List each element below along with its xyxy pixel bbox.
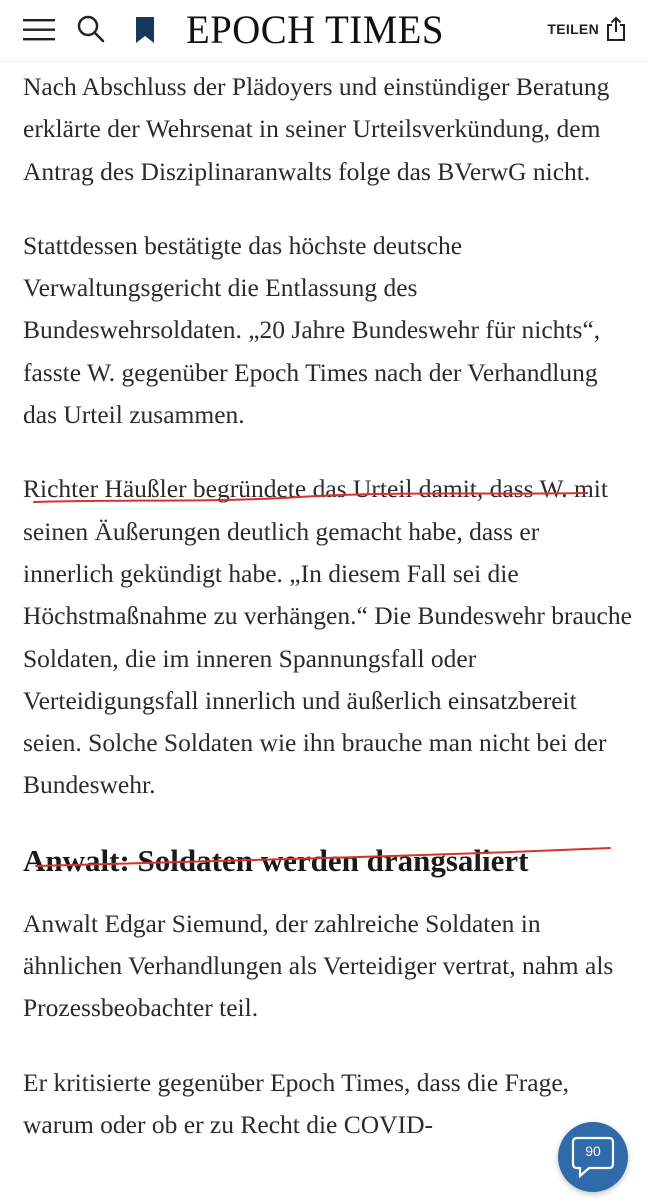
bookmark-button[interactable] (134, 16, 156, 44)
article-body (23, 66, 633, 1178)
bookmark-icon (134, 16, 156, 44)
search-icon (76, 14, 106, 44)
site-logo[interactable]: EPOCH TIMES (186, 7, 444, 52)
article-paragraph: Richter Häußler begründete das Urteil damit, dass W. mit seinen Äußerungen deutlich gemacht habe, dass er innerlich gekündigt habe. „In diesem Fall sei die Höchstmaßnahme zu verhängen.“ Die Bundeswehr brauche Soldaten, die im inneren Spannungsfall oder Verteidigungsfall innerlich und äußerlich einsatzbereit seien. Solche Soldaten wie ihn brauche man nicht bei der Bundeswehr. (23, 474, 632, 800)
hamburger-menu-icon (22, 16, 58, 44)
top-bar (0, 0, 647, 62)
article-paragraph: Nach Abschluss der Plädoyers und einstündiger Beratung erklärte der Wehrsenat in seiner Urteilsverkündung, dem Antrag des Disziplinaranwalts folge das BVerwG nicht. (23, 72, 610, 186)
article-paragraph: Stattdessen bestätigte das höchste deutsche Verwaltungsgericht die Entlassung des Bundeswehrsoldaten. „20 Jahre Bundeswehr für nichts“, fasste W. gegenüber Epoch Times nach der Verhandlung das Urteil zusammen. (23, 230, 601, 430)
search-button[interactable] (76, 14, 106, 44)
comment-count: 90 (585, 1143, 601, 1159)
comments-button[interactable] (558, 1122, 628, 1192)
article-subheading: Anwalt: Soldaten werden drangsaliert (23, 842, 529, 878)
share-button[interactable] (547, 14, 627, 44)
share-label: TEILEN (547, 21, 599, 37)
article-paragraph: Er kritisierte gegenüber Epoch Times, dass die Frage, warum oder ob er zu Recht die COVID- (23, 1067, 570, 1139)
share-icon (605, 16, 627, 42)
menu-button[interactable] (22, 16, 58, 44)
article-paragraph: Anwalt Edgar Siemund, der zahlreiche Soldaten in ähnlichen Verhandlungen als Verteidiger vertrat, nahm als Prozessbeobachter teil. (23, 908, 614, 1023)
